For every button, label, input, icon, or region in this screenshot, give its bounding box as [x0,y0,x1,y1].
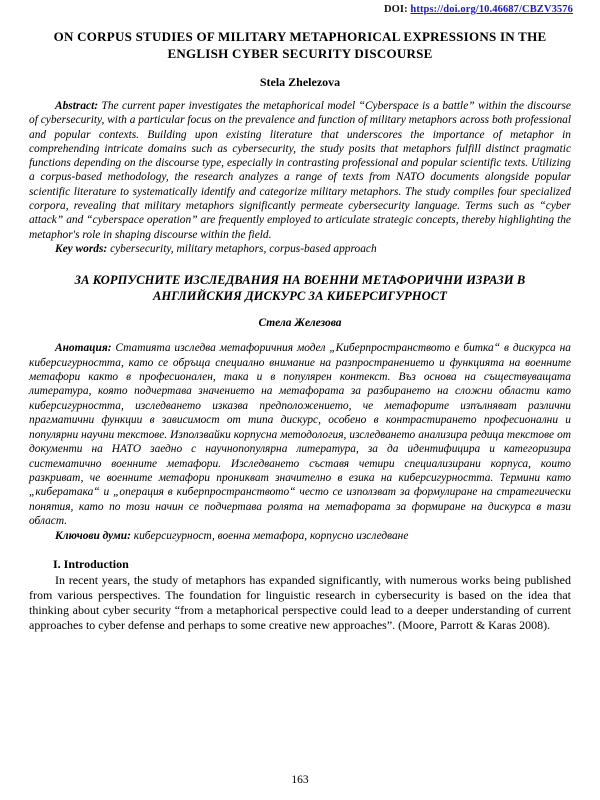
author-name-bg: Стела Железова [258,317,342,330]
abstract-en-label: Abstract: [55,100,99,112]
doi-link[interactable]: https://doi.org/10.46687/CBZV3576 [410,4,573,15]
page-title-bg: ЗА КОРПУСНИТЕ ИЗСЛЕДВАНИЯ НА ВОЕННИ МЕТАФОРИЧНИ ИЗРАЗИ В АНГЛИЙСКИЯ ДИСКУРС ЗА КИБЕРСИГУРНОСТ [74,273,526,304]
keywords-en-label: Key words: [55,242,108,255]
page-title: ON CORPUS STUDIES OF MILITARY METAPHORICAL EXPRESSIONS IN THE ENGLISH CYBER SECURITY DISCOURSE [53,29,547,61]
page-number: 163 [291,774,309,786]
abstract-bg-text: Статията изследва метафоричния модел „Киберпространството е битка“ в дискурса на киберсигурността, като се обръща специално внимание на разпространението и функцията на военните метафори както в професионален, така и в популярен контекст. Въз основа на съществуващата литература, която подчертава значението на метафората за разбирането на сложни области като киберсигурността, изследването изказва предположението, че метафорите изпълняват различни прагматични функции в зависимост от типа дискурс, особено в контрастирането професионални и популярни научни текстове. Използвайки корпусна методология, изследването анализира редица текстове от документи на НАТО заедно с научнопопулярна литература, за да идентифицира и категоризира систематично военните метафори. Изследването съставя четири специализирани корпуса, които разкриват, че военните метафори проникват значително в езика на киберсигурността. Термини като „кибератака“ и „операция в киберпространството“ често се използват за формулиране на стратегически понятия, като по този начин се подчертава ролята на метафората за формиране на дискурса в тази област. [29,342,571,528]
doi-line [27,4,573,16]
abstract-en [27,99,573,242]
keywords-bg-text: киберсигурност, военна метафора, корпусно изследване [130,529,409,542]
abstract-bg [27,341,573,528]
section-heading-introduction: I. Introduction [53,556,129,571]
abstract-en-text: The current paper investigates the metaphorical model “Cyberspace is a battle” within the discourse of cybersecurity, with a particular focus on the prevalence and function of military metaphors across both professional and popular contexts. Building upon existing literature that underscores the importance of metaphor in comprehending intricate domains such as cybersecurity, the study posits that metaphors fulfill distinct pragmatic functions depending on the discourse type, especially in contrasting professional and popular scientific texts. Utilizing a corpus-based methodology, the research analyzes a range of texts from NATO documents alongside popular scientific literature to systematically identify and categorize military metaphors. The study compiles four specialized corpora, revealing that military metaphors significantly permeate cybersecurity language. Terms such as “cyber attack” and “cyberspace operation” are frequently employed to articulate strategic concepts, thereby highlighting the metaphor's role in shaping discourse within the field. [29,100,571,241]
keywords-en-text: cybersecurity, military metaphors, corpus-based approach [107,242,377,255]
abstract-bg-label: Анотация: [55,342,112,355]
keywords-bg [27,529,573,543]
keywords-bg-label: Ключови думи: [55,529,131,542]
keywords-en [27,242,573,256]
author-name-en: Stela Zhelezova [259,75,341,89]
section-paragraph-introduction: In recent years, the study of metaphors has expanded significantly, with numerous works being published from various perspectives. The foundation for linguistic research in cybersecurity is based on the idea that thinking about cyber security “from a metaphorical perspective could lead to a deeper understanding of current approaches to cyber defense and perhaps to some creative new approaches”. (Moore, Parrott & Karas 2008). [29,572,571,633]
doi-label: DOI: [383,4,408,15]
